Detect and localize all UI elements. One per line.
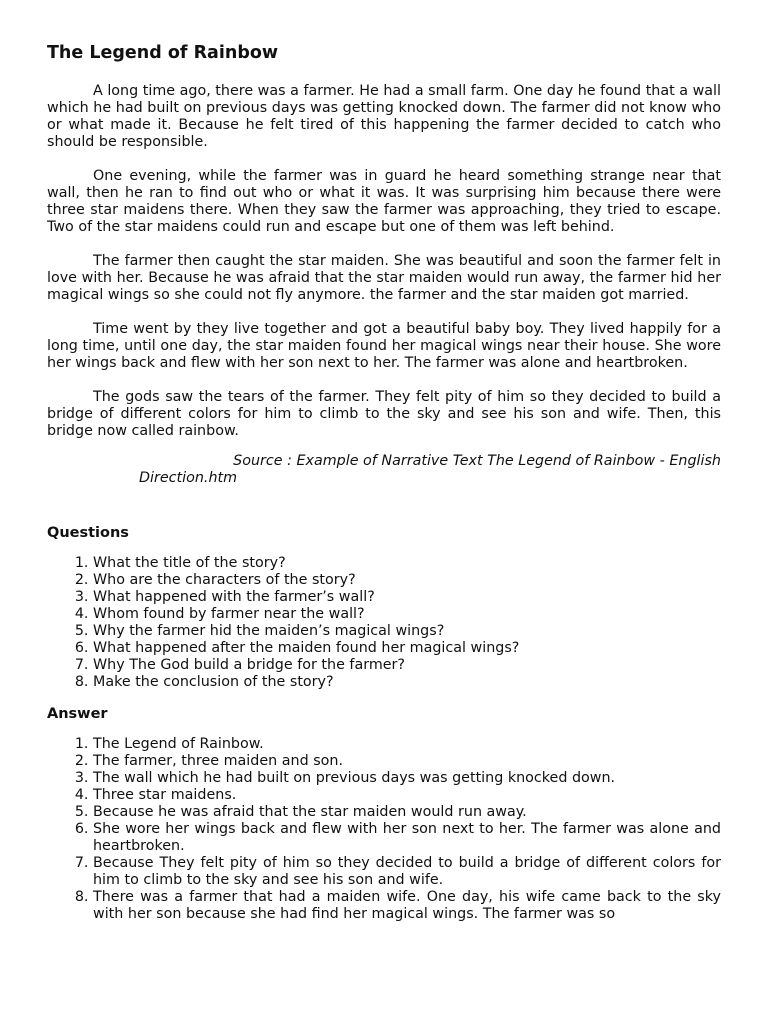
question-item: 6. What happened after the maiden found her magical wings?: [93, 640, 721, 657]
story-paragraph-4: Time went by they live together and got a beautiful baby boy. They lived happily for a long time, until one day, the star maiden found her magical wings near their house. She wore her wings back and flew with her son next to her. The farmer was alone and heartbroken.: [47, 321, 721, 371]
question-item: 5. Why the farmer hid the maiden’s magical wings?: [93, 623, 721, 640]
answers-list: [47, 736, 721, 923]
story-title: The Legend of Rainbow: [47, 43, 279, 63]
answer-item: 7. Because They felt pity of him so they decided to build a bridge of different colors for him to climb to the sky and see his son and wife.: [93, 855, 721, 889]
answer-item: 2. The farmer, three maiden and son.: [93, 753, 721, 770]
story-paragraph-3: The farmer then caught the star maiden. She was beautiful and soon the farmer felt in love with her. Because he was afraid that the star maiden would run away, the farmer hid her magical wings so she could not fly anymore. the farmer and the star maiden got married.: [47, 253, 721, 303]
answer-item: 3. The wall which he had built on previous days was getting knocked down.: [93, 770, 721, 787]
question-item: 7. Why The God build a bridge for the farmer?: [93, 657, 721, 674]
answer-item: 8. There was a farmer that had a maiden wife. One day, his wife came back to the sky with her son because she had find her magical wings. The farmer was so: [93, 889, 721, 923]
question-item: 1. What the title of the story?: [93, 555, 721, 572]
question-item: 2. Who are the characters of the story?: [93, 572, 721, 589]
question-item: 3. What happened with the farmer’s wall?: [93, 589, 721, 606]
answer-item: 5. Because he was afraid that the star maiden would run away.: [93, 804, 721, 821]
story-paragraph-2: One evening, while the farmer was in guard he heard something strange near that wall, then he ran to find out who or what it was. It was surprising him because there were three star maidens there. When they saw the farmer was approaching, they tried to escape. Two of the star maidens could run and escape but one of them was left behind.: [47, 168, 721, 235]
story-paragraph-5: The gods saw the tears of the farmer. They felt pity of him so they decided to build a bridge of different colors for him to climb to the sky and see his son and wife. Then, this bridge now called rainbow.: [47, 389, 721, 439]
questions-heading: Questions: [47, 525, 129, 541]
source-line-1: Source : Example of Narrative Text The Legend of Rainbow - English: [233, 453, 721, 469]
answer-item: 6. She wore her wings back and flew with her son next to her. The farmer was alone and heartbroken.: [93, 821, 721, 855]
question-item: 4. Whom found by farmer near the wall?: [93, 606, 721, 623]
answer-item: 4. Three star maidens.: [93, 787, 721, 804]
source-citation: [47, 453, 721, 487]
question-item: 8. Make the conclusion of the story?: [93, 674, 721, 691]
answers-heading: Answer: [47, 706, 108, 722]
story-paragraph-1: A long time ago, there was a farmer. He had a small farm. One day he found that a wall which he had built on previous days was getting knocked down. The farmer did not know who or what made it. Because he felt tired of this happening the farmer decided to catch who should be responsible.: [47, 83, 721, 150]
questions-list: [47, 555, 721, 691]
source-line-2: Direction.htm: [139, 470, 238, 486]
answer-item: 1. The Legend of Rainbow.: [93, 736, 721, 753]
